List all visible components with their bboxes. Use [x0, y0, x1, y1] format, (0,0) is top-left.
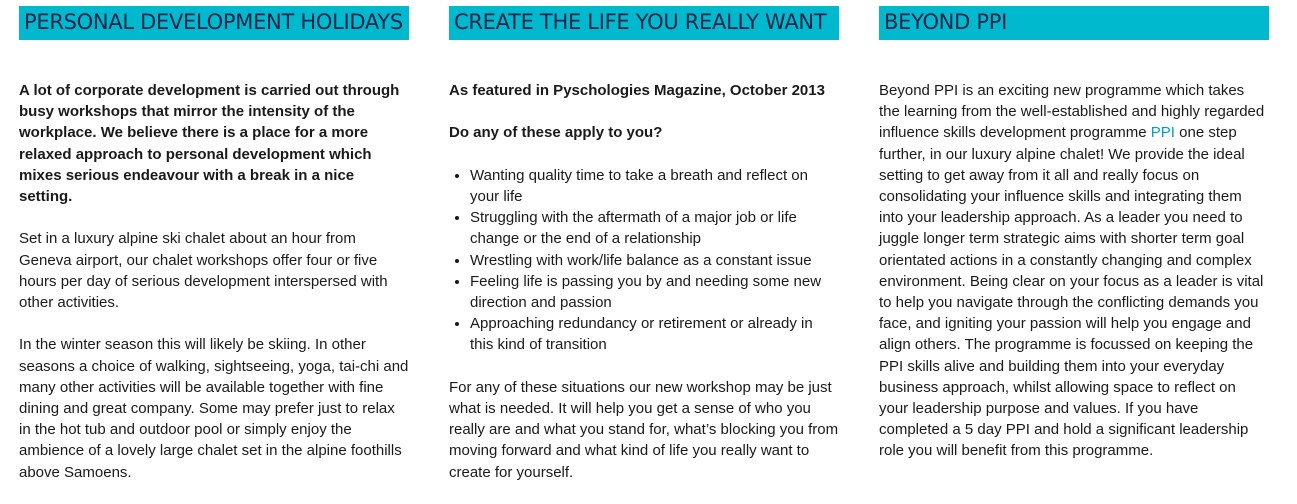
featured-note: As featured in Pyschologies Magazine, October 2013	[449, 82, 825, 99]
column-beyond-ppi	[879, 6, 1269, 483]
column-create-the-life	[449, 6, 839, 504]
text-segment: one step further, in our luxury alpine chalet! We provide the ideal setting to get away from it all and really focus on consolidating your influence skills and integrating them into your leadership approach. As a leader you need to juggle longer term strategic aims with shorter term goal orientated actions in a constantly changing and complex environment. Being clear on your focus as a leader is vital to help you navigate through the conflicting demands you face, and igniting your passion will help you engage and align others. The programme is focussed on keeping the PPI skills alive and building them into your everyday business approach, whilst allowing space to reflect on your leadership purpose and values. If you have completed a 5 day PPI and hold a significant leadership role you will benefit from this programme.	[879, 124, 1264, 460]
list-item: • Approaching redundancy or retirement or already in this kind of transition	[470, 313, 839, 355]
ppi-link[interactable]: PPI	[1150, 124, 1175, 142]
list-item: • Struggling with the aftermath of a major job or life change or the end of a relationship	[470, 207, 839, 249]
body-paragraph	[879, 80, 1269, 462]
bullet-list	[449, 165, 839, 356]
list-item: • Wrestling with work/life balance as a constant issue	[470, 250, 839, 271]
body-paragraph: In the winter season this will likely be skiing. In other seasons a choice of walking, sightseeing, yoga, tai-chi and many other activities will be available together with fine dining and great company. Some may prefer just to relax in the hot tub and outdoor pool or simply enjoy the ambience of a lovely large chalet set in the alpine foothills above Samoens.	[19, 336, 409, 481]
section-body	[879, 80, 1269, 462]
text-segment: Beyond PPI is an exciting new programme which takes the learning from the well-established and highly regarded influence skills development programme	[879, 82, 1265, 142]
column-personal-development-holidays	[19, 6, 409, 504]
list-item: • Wanting quality time to take a breath and reflect on your life	[470, 165, 839, 207]
question-heading: Do any of these apply to you?	[449, 124, 663, 142]
body-paragraph: Set in a luxury alpine ski chalet about an hour from Geneva airport, our chalet workshops offer four or five hours per day of serious development interspersed with other activities.	[19, 230, 388, 312]
section-heading: PERSONAL DEVELOPMENT HOLIDAYS	[19, 6, 409, 40]
intro-paragraph: A lot of corporate development is carried out through busy workshops that mirror the intensity of the workplace. We believe there is a place for a more relaxed approach to personal development which mixes serious endeavour with a break in a nice setting.	[19, 82, 400, 206]
section-heading: BEYOND PPI	[879, 6, 1269, 40]
section-heading: CREATE THE LIFE YOU REALLY WANT	[449, 6, 839, 40]
list-item: • Feeling life is passing you by and needing some new direction and passion	[470, 271, 839, 313]
body-paragraph: For any of these situations our new workshop may be just what is needed. It will help you get a sense of who you really are and what you stand for, what’s blocking you from moving forward and what kind of life you really want to create for yourself.	[449, 378, 839, 481]
section-body	[19, 80, 409, 483]
section-body	[449, 80, 839, 483]
